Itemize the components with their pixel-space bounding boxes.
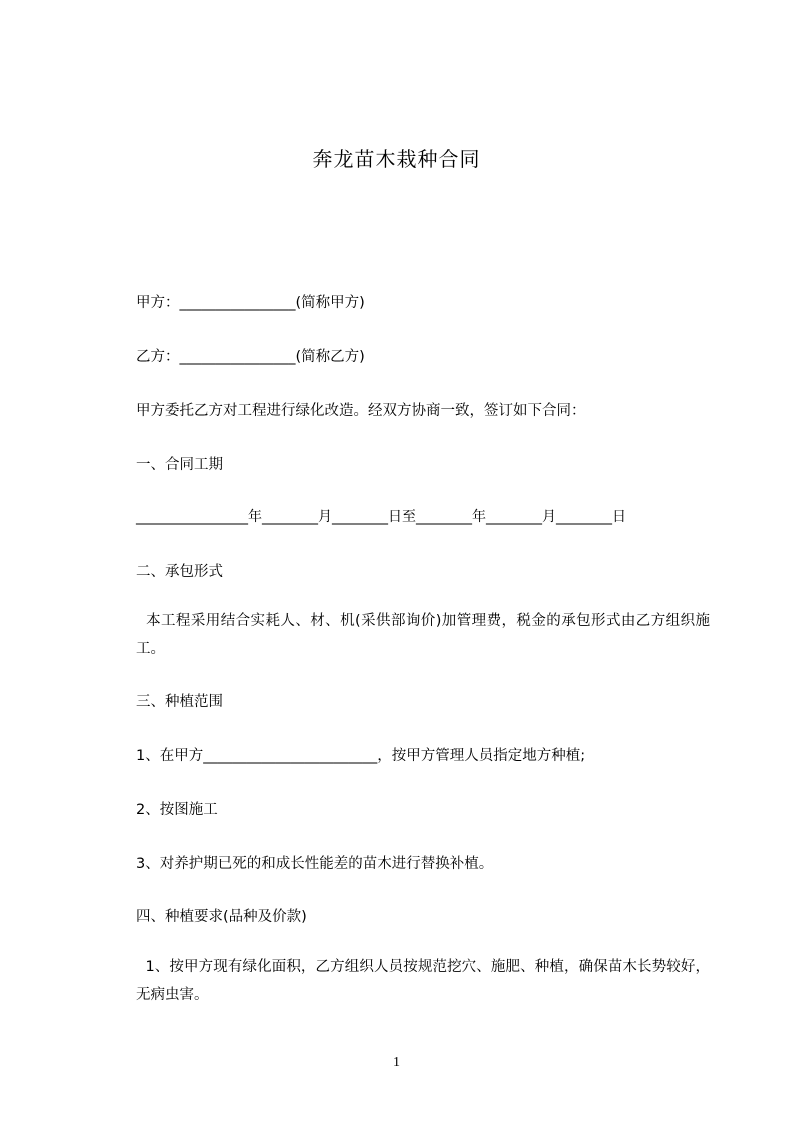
section-3-heading: 三、种植范围 — [136, 694, 223, 710]
planting-scope-item-2: 2、按图施工 — [136, 802, 218, 818]
planting-scope-item-3: 3、对养护期已死的和成长性能差的苗木进行替换补植。 — [136, 856, 494, 872]
planting-requirement-item-1: 1、按甲方现有绿化面积，乙方组织人员按规范挖穴、施肥、种植，确保苗木长势较好，无病虫害。 — [136, 959, 710, 1003]
party-a-line: 甲方：________________(简称甲方) — [136, 295, 365, 311]
page-number: 1 — [393, 1055, 400, 1070]
party-b-line: 乙方：________________(简称乙方) — [136, 349, 365, 365]
section-2-heading: 二、承包形式 — [136, 564, 223, 580]
section-1-heading: 一、合同工期 — [136, 457, 223, 473]
section-4-heading: 四、种植要求(品种及价款) — [136, 909, 307, 925]
planting-scope-item-1: 1、在甲方________________________，按甲方管理人员指定地方种植; — [136, 748, 586, 764]
intro-paragraph: 甲方委托乙方对工程进行绿化改造。经双方协商一致，签订如下合同： — [136, 403, 586, 419]
contract-form-paragraph: 本工程采用结合实耗人、材、机(采供部询价)加管理费，税金的承包形式由乙方组织施工。 — [136, 613, 711, 657]
contract-period-line: ________________年________月________日至________年________月________日 — [136, 509, 626, 525]
document-title: 奔龙苗木栽种合同 — [312, 147, 481, 171]
